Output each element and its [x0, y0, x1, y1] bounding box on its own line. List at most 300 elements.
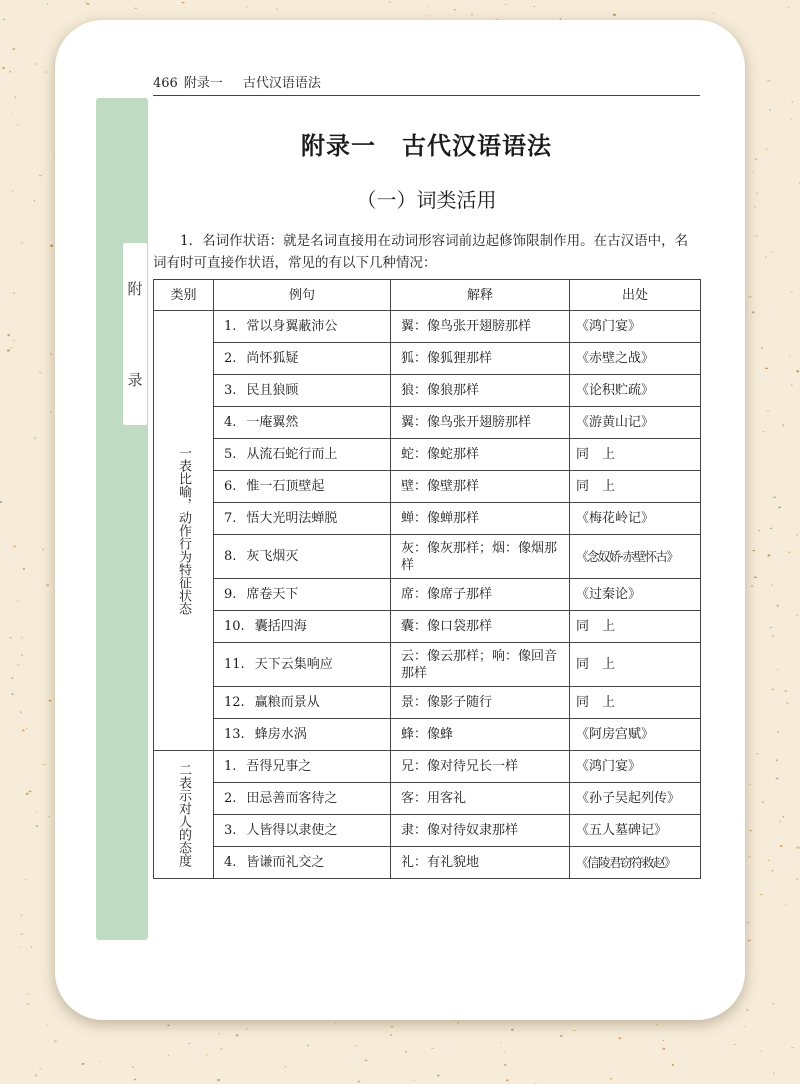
speckle: [36, 812, 39, 813]
speckle: [100, 1061, 101, 1062]
speckle: [246, 1028, 247, 1030]
speckle: [246, 6, 248, 7]
table-row: [154, 439, 701, 471]
example-index: 4.: [224, 855, 237, 870]
speckle: [756, 192, 758, 194]
example-cell: [214, 343, 391, 375]
speckle: [796, 534, 797, 536]
table-header-row: [154, 280, 701, 311]
speckle: [663, 1040, 664, 1041]
source-cell: 《念奴娇·赤壁怀古》: [570, 535, 701, 579]
example-text: 悟大光明法蝉脱: [246, 511, 338, 526]
source-cell: 《孙子吴起列传》: [570, 783, 701, 815]
example-text: 囊括四海: [254, 619, 307, 634]
table-row: [154, 815, 701, 847]
example-index: 6.: [224, 479, 237, 494]
speckle: [17, 601, 19, 602]
speckle: [672, 1064, 674, 1066]
speckle: [413, 1080, 414, 1081]
speckle: [34, 200, 35, 201]
speckle: [777, 669, 778, 671]
speckle: [10, 71, 11, 73]
speckle: [13, 292, 15, 293]
speckle: [772, 635, 774, 637]
source-cell: 同 上: [570, 611, 701, 643]
table-row: [154, 643, 701, 687]
speckle: [786, 703, 788, 704]
speckle: [29, 791, 32, 792]
speckle: [788, 552, 791, 553]
speckle: [768, 555, 771, 557]
running-header: [153, 72, 700, 96]
speckle: [713, 12, 714, 13]
table-row: [154, 751, 701, 783]
speckle: [188, 1043, 190, 1044]
table-row: [154, 407, 701, 439]
speckle: [134, 1079, 136, 1080]
source-cell: 《五人墓碑记》: [570, 815, 701, 847]
source-cell: 同 上: [570, 643, 701, 687]
header-source: 出处: [570, 280, 701, 311]
speckle: [335, 1023, 337, 1024]
example-cell: [214, 847, 391, 879]
speckle: [431, 1048, 434, 1049]
speckle: [663, 1048, 666, 1050]
speckle: [21, 242, 23, 243]
speckle: [218, 1034, 220, 1035]
speckle: [772, 1003, 774, 1004]
category-cell: [154, 311, 214, 751]
speckle: [405, 1051, 407, 1053]
speckle: [22, 730, 24, 731]
speckle: [796, 370, 799, 372]
page-number: 466: [153, 76, 178, 91]
speckle: [511, 1029, 513, 1031]
speckle: [754, 577, 757, 578]
speckle: [168, 1055, 169, 1057]
speckle: [749, 784, 751, 785]
speckle: [772, 870, 774, 871]
speckle: [504, 1064, 507, 1066]
example-index: 5.: [224, 447, 237, 462]
speckle: [560, 1035, 562, 1036]
example-index: 3.: [224, 823, 237, 838]
explanation-cell: 狐：像狐狸那样: [391, 343, 570, 375]
example-cell: [214, 439, 391, 471]
example-cell: [214, 611, 391, 643]
speckle: [772, 252, 773, 253]
speckle: [780, 845, 783, 847]
speckle: [87, 3, 90, 4]
speckle: [9, 637, 11, 638]
speckle: [182, 2, 185, 3]
speckle: [458, 1022, 459, 1024]
speckle: [45, 72, 46, 73]
speckle: [797, 847, 800, 849]
side-tab: [123, 243, 147, 425]
speckle: [772, 689, 774, 691]
speckle: [782, 425, 784, 427]
speckle: [573, 1030, 575, 1031]
speckle: [11, 678, 14, 679]
table-row: [154, 719, 701, 751]
speckle: [35, 63, 36, 65]
speckle: [13, 340, 14, 341]
example-cell: [214, 643, 391, 687]
speckle: [789, 356, 791, 357]
table-row: [154, 503, 701, 535]
example-text: 一庵翼然: [246, 415, 299, 430]
source-cell: 《梅花岭记》: [570, 503, 701, 535]
source-cell: 同 上: [570, 687, 701, 719]
speckle: [46, 1025, 47, 1026]
speckle: [748, 940, 750, 941]
speckle: [753, 550, 756, 551]
example-text: 人皆得以隶使之: [246, 823, 338, 838]
speckle: [613, 14, 616, 16]
speckle: [760, 894, 762, 895]
source-cell: 《鸿门宴》: [570, 751, 701, 783]
speckle: [506, 1080, 508, 1082]
speckle: [771, 584, 773, 585]
header-explain: 解释: [391, 280, 570, 311]
table-row: [154, 343, 701, 375]
speckle: [767, 410, 768, 411]
speckle: [25, 879, 27, 880]
example-index: 4.: [224, 415, 237, 430]
speckle: [132, 1067, 134, 1068]
title-part2: 古代汉语语法: [402, 131, 552, 160]
speckle: [217, 1079, 220, 1081]
category-label: 一表比喻，动作行为特征状态: [176, 446, 191, 615]
example-cell: [214, 719, 391, 751]
table-row: [154, 311, 701, 343]
example-index: 2.: [224, 791, 237, 806]
example-text: 席卷天下: [246, 587, 299, 602]
speckle: [762, 347, 763, 349]
speckle: [7, 350, 9, 352]
explanation-cell: 礼：有礼貌地: [391, 847, 570, 879]
speckle: [20, 934, 23, 935]
speckle: [391, 1026, 394, 1027]
speckle: [767, 80, 770, 82]
speckle: [357, 1081, 360, 1083]
speckle: [17, 124, 18, 125]
speckle: [10, 348, 12, 349]
speckle: [747, 922, 750, 923]
title-part1: 附录一: [301, 131, 376, 160]
speckle: [12, 190, 14, 191]
speckle: [766, 148, 767, 150]
explanation-cell: 席：像席子那样: [391, 579, 570, 611]
header-example: 例句: [214, 280, 391, 311]
example-index: 10.: [224, 619, 245, 634]
speckle: [785, 690, 787, 691]
category-cell: [154, 751, 214, 879]
intro-paragraph: 1．名词作状语：就是名词直接用在动词形容词前边起修饰限制作用。在古汉语中，名词有时可直接作状语，常见的有以下几种情况：: [153, 233, 689, 271]
explanation-cell: 蛇：像蛇那样: [391, 439, 570, 471]
example-text: 田忌善而客待之: [246, 791, 338, 806]
explanation-cell: 狼：像狼那样: [391, 375, 570, 407]
speckle: [745, 1026, 746, 1027]
table-row: [154, 535, 701, 579]
example-cell: [214, 375, 391, 407]
speckle: [206, 1054, 208, 1055]
source-cell: 《游黄山记》: [570, 407, 701, 439]
speckle: [220, 1049, 222, 1050]
table-body: [154, 311, 701, 879]
source-cell: 《论积贮疏》: [570, 375, 701, 407]
speckle: [768, 860, 770, 861]
speckle: [790, 291, 793, 292]
speckle: [36, 825, 37, 827]
explanation-cell: 兄：像对待兄长一样: [391, 751, 570, 783]
speckle: [50, 353, 52, 355]
speckle: [750, 830, 753, 831]
speckle: [759, 530, 761, 531]
explanation-cell: 翼：像鸟张开翅膀那样: [391, 311, 570, 343]
table-row: [154, 783, 701, 815]
speckle: [11, 114, 13, 115]
explanation-cell: 景：像影子随行: [391, 687, 570, 719]
page-title: [153, 126, 700, 161]
example-index: 9.: [224, 587, 237, 602]
speckle: [769, 109, 771, 110]
example-cell: [214, 535, 391, 579]
speckle: [19, 946, 21, 947]
category-label: 二表示对人的态度: [176, 762, 191, 867]
table-row: [154, 687, 701, 719]
example-cell: [214, 579, 391, 611]
explanation-cell: 壁：像壁那样: [391, 471, 570, 503]
example-text: 惟一石顶壁起: [246, 479, 325, 494]
speckle: [779, 821, 782, 823]
explanation-cell: 客：用客礼: [391, 783, 570, 815]
example-text: 天下云集响应: [254, 657, 333, 672]
example-cell: [214, 687, 391, 719]
table-row: [154, 579, 701, 611]
example-cell: [214, 407, 391, 439]
example-index: 1.: [224, 319, 237, 334]
speckle: [751, 585, 753, 587]
speckle: [755, 158, 757, 160]
speckle: [753, 171, 754, 172]
example-cell: [214, 311, 391, 343]
speckle: [734, 1044, 737, 1045]
speckle: [12, 48, 15, 50]
explanation-cell: 云：像云那样；响：像回音那样: [391, 643, 570, 687]
example-text: 常以身翼蔽沛公: [246, 319, 338, 334]
speckle: [26, 793, 29, 795]
table-row: [154, 611, 701, 643]
speckle: [534, 6, 536, 7]
example-index: 8.: [224, 549, 237, 564]
speckle: [134, 8, 137, 9]
speckle: [50, 245, 53, 247]
example-text: 赢粮而景从: [254, 695, 320, 710]
example-index: 11.: [224, 657, 245, 672]
side-tab-char-1: 附: [127, 280, 143, 298]
side-tab-char-2: 录: [127, 371, 143, 389]
speckle: [762, 801, 764, 803]
header-topic: 古代汉语语法: [242, 76, 321, 91]
speckle: [777, 605, 779, 607]
explanation-cell: 蝉：像蝉那样: [391, 503, 570, 535]
speckle: [390, 1034, 391, 1035]
section-subtitle: （一）词类活用: [356, 188, 497, 212]
example-cell: [214, 783, 391, 815]
example-text: 民且狼顾: [246, 383, 299, 398]
speckle: [42, 549, 44, 550]
speckle: [168, 1025, 170, 1026]
header-section: 附录一: [183, 76, 223, 91]
speckle: [82, 1063, 85, 1065]
source-cell: 《阿房宫赋》: [570, 719, 701, 751]
speckle: [792, 101, 793, 103]
speckle: [610, 1078, 613, 1080]
speckle: [47, 4, 48, 5]
speckle: [11, 694, 13, 695]
table-row: [154, 471, 701, 503]
speckle: [501, 1042, 502, 1043]
speckle: [437, 1075, 439, 1077]
example-cell: [214, 503, 391, 535]
explanation-cell: 隶：像对待奴隶那样: [391, 815, 570, 847]
margin-band: [96, 98, 148, 940]
speckle: [424, 15, 425, 16]
explanation-cell: 灰：像灰那样；烟：像烟那样: [391, 535, 570, 579]
speckle: [20, 711, 22, 713]
table-row: [154, 375, 701, 407]
speckle: [776, 778, 779, 779]
speckle: [355, 1045, 358, 1046]
usage-table: [153, 279, 701, 879]
speckle: [752, 311, 755, 313]
speckle: [770, 627, 772, 628]
speckle: [762, 431, 764, 432]
explanation-cell: 囊：像口袋那样: [391, 611, 570, 643]
speckle: [755, 235, 757, 236]
example-cell: [214, 471, 391, 503]
example-index: 1.: [224, 759, 237, 774]
speckle: [21, 914, 23, 916]
speckle: [285, 1066, 287, 1067]
speckle: [773, 497, 776, 498]
speckle: [754, 207, 756, 208]
speckle: [4, 19, 5, 20]
speckle: [23, 568, 25, 570]
speckle: [8, 334, 10, 336]
speckle: [791, 384, 792, 386]
example-index: 3.: [224, 383, 237, 398]
speckle: [85, 2, 88, 4]
source-cell: 同 上: [570, 471, 701, 503]
speckle: [618, 1038, 621, 1040]
speckle: [365, 1060, 368, 1061]
speckle: [760, 1051, 763, 1052]
speckle: [308, 1045, 309, 1047]
example-cell: [214, 815, 391, 847]
explanation-cell: 翼：像鸟张开翅膀那样: [391, 407, 570, 439]
speckle: [54, 1041, 57, 1042]
speckle: [50, 411, 52, 412]
source-cell: 《赤壁之战》: [570, 343, 701, 375]
speckle: [17, 664, 20, 666]
speckle: [34, 856, 35, 857]
speckle: [770, 528, 772, 529]
speckle: [796, 615, 799, 616]
speckle: [788, 7, 791, 8]
speckle: [791, 1047, 794, 1048]
speckle: [39, 1069, 42, 1070]
speckle: [39, 175, 42, 176]
speckle: [783, 816, 784, 818]
speckle: [27, 1003, 29, 1004]
speckle: [2, 67, 5, 69]
speckle: [22, 655, 23, 657]
speckle: [756, 753, 759, 754]
speckle: [276, 9, 278, 10]
explanation-cell: 蜂：像蜂: [391, 719, 570, 751]
speckle: [746, 1009, 748, 1010]
speckle: [49, 700, 51, 701]
example-text: 灰飞烟灭: [246, 549, 299, 564]
speckle: [790, 118, 791, 120]
example-index: 13.: [224, 727, 245, 742]
speckle: [778, 507, 781, 508]
speckle: [389, 2, 392, 3]
example-text: 蜂房水涡: [254, 727, 307, 742]
speckle: [34, 437, 36, 439]
speckle: [504, 1051, 506, 1052]
example-text: 吾得兄事之: [246, 759, 312, 774]
example-index: 2.: [224, 351, 237, 366]
speckle: [46, 585, 49, 586]
speckle: [785, 905, 787, 906]
speckle: [26, 728, 27, 729]
table-row: [154, 847, 701, 879]
speckle: [796, 879, 798, 881]
speckle: [773, 1073, 774, 1075]
speckle: [27, 993, 28, 994]
speckle: [427, 6, 430, 7]
speckle: [31, 947, 32, 948]
source-cell: 《过秦论》: [570, 579, 701, 611]
source-cell: 同 上: [570, 439, 701, 471]
speckle: [471, 14, 473, 16]
source-cell: 《鸿门宴》: [570, 311, 701, 343]
speckle: [35, 1075, 38, 1077]
speckle: [43, 764, 45, 765]
speckle: [39, 372, 42, 373]
speckle: [49, 816, 50, 817]
speckle: [765, 368, 768, 369]
example-text: 尚怀狐疑: [246, 351, 299, 366]
source-cell: 《信陵君窃符救赵》: [570, 847, 701, 879]
speckle: [0, 501, 2, 503]
speckle: [236, 1034, 238, 1036]
speckle: [505, 4, 507, 5]
example-text: 从流石蛇行而上: [246, 447, 338, 462]
speckle: [21, 637, 23, 639]
example-cell: [214, 751, 391, 783]
example-index: 12.: [224, 695, 245, 710]
speckle: [777, 731, 779, 733]
speckle: [656, 1024, 657, 1025]
speckle: [776, 759, 778, 761]
speckle: [14, 545, 16, 547]
example-text: 皆谦而礼交之: [246, 855, 325, 870]
